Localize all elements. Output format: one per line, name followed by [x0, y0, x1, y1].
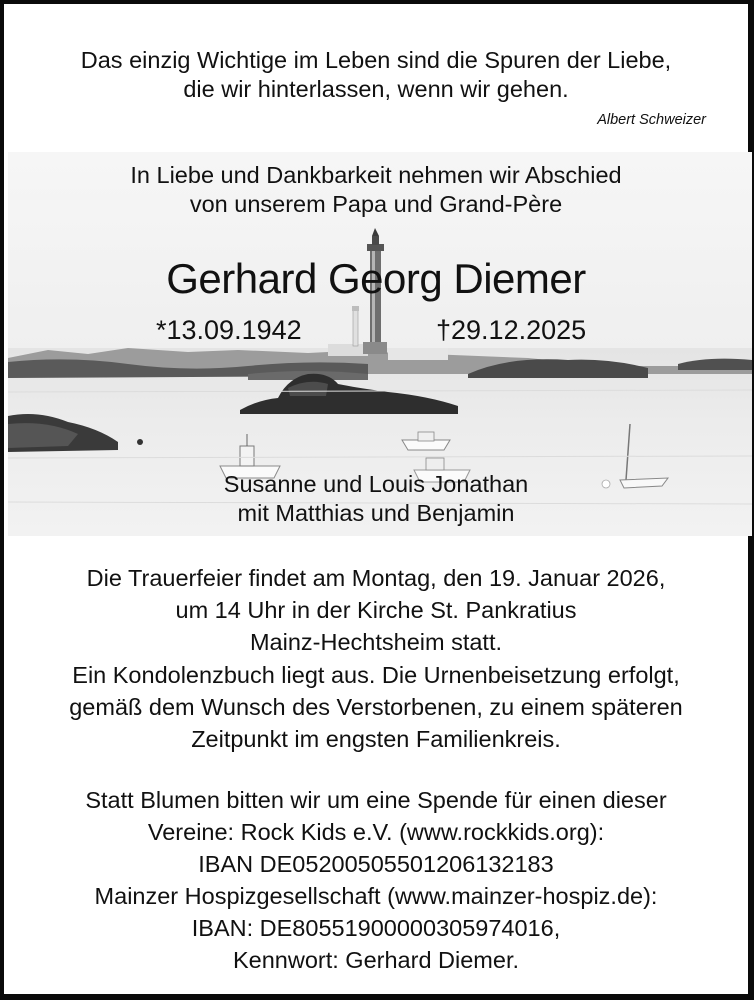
quote-text — [4, 46, 748, 104]
donation-line: Statt Blumen bitten wir um eine Spende für einen dieser — [85, 787, 667, 813]
ceremony-info — [4, 562, 748, 658]
quote-line: die wir hinterlassen, wenn wir gehen. — [183, 76, 569, 102]
ceremony-line: Mainz-Hechtsheim statt. — [249, 629, 503, 655]
condolence-line: Zeitpunkt im engsten Familienkreis. — [191, 726, 561, 752]
condolence-line: Ein Kondolenzbuch liegt aus. Die Urnenbeisetzung erfolgt, — [72, 662, 680, 688]
donation-iban-line: IBAN: DE80551900000305974016, — [191, 915, 561, 941]
donation-line: Mainzer Hospizgesellschaft (www.mainzer-hospiz.de): — [94, 883, 658, 909]
family-names — [4, 470, 748, 528]
intro-line: von unserem Papa und Grand-Père — [189, 191, 563, 217]
ceremony-line: Die Trauerfeier findet am Montag, den 19. Januar 2026, — [86, 565, 666, 591]
donation-line: Vereine: Rock Kids e.V. (www.rockkids.org): — [147, 819, 605, 845]
family-line: mit Matthias und Benjamin — [237, 500, 515, 526]
donation-keyword-line: Kennwort: Gerhard Diemer. — [232, 947, 520, 973]
farewell-intro — [4, 161, 748, 219]
family-line: Susanne und Louis Jonathan — [223, 471, 529, 497]
donation-info — [4, 784, 748, 976]
condolence-line: gemäß dem Wunsch des Verstorbenen, zu einem späteren — [69, 694, 683, 720]
condolence-info — [4, 659, 748, 755]
birth-date: *13.09.1942 — [156, 315, 302, 345]
quote-line: Das einzig Wichtige im Leben sind die Spuren der Liebe, — [80, 47, 672, 73]
donation-iban-line: IBAN DE05200505501206132183 — [198, 851, 554, 877]
quote-author: Albert Schweizer — [597, 112, 706, 128]
ceremony-line: um 14 Uhr in der Kirche St. Pankratius — [175, 597, 577, 623]
deceased-name: Gerhard Georg Diemer — [166, 255, 586, 302]
intro-line: In Liebe und Dankbarkeit nehmen wir Abschied — [130, 162, 622, 188]
death-date: †29.12.2025 — [436, 315, 587, 345]
